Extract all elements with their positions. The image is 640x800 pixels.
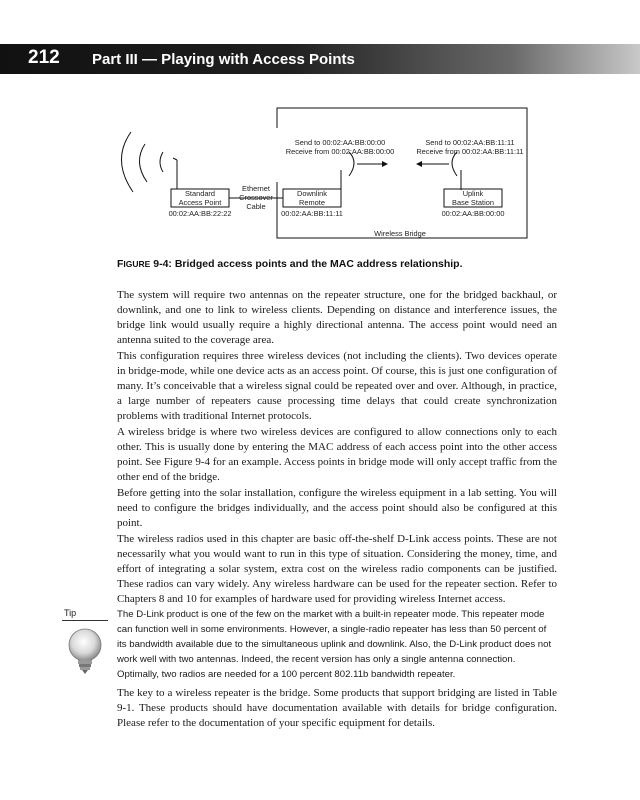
paragraph-1: The system will require two antennas on the repeater structure, one for the bridged backhaul, or downlink, and one to link to wireless clients. Depending on distance and interference issues, the bridge link would usually require a highly directional antenna. The access point would need an antenna suited to the coverage area. bbox=[117, 289, 557, 346]
remote-label-line1: Downlink bbox=[297, 189, 327, 198]
ap-label-line2: Access Point bbox=[178, 198, 222, 207]
radio-waves-icon bbox=[121, 132, 163, 192]
caption-prefix-rest: IGURE bbox=[123, 259, 151, 269]
remote-label-line2: Remote bbox=[299, 198, 325, 207]
cable-label-line1: Ethernet bbox=[242, 184, 270, 193]
receive-base-label: Receive from 00:02:AA:BB:11:11 bbox=[416, 147, 524, 156]
cable-label-line2: Crossover bbox=[239, 193, 273, 202]
paragraph-5: The wireless radios used in this chapter are basic off-the-shelf D-Link access points. These are not necessarily what you would want to run in this type of situation. Considering the money, time, and effort of integrating a solar system, extra cost on the wireless radio components can be justified. These radios can vary widely. Any wireless hardware can be used for the repeater section. Refer to Chapters 8 and 10 for examples of hardware used for providing wireless Internet access. bbox=[117, 533, 557, 605]
cable-label-line3: Cable bbox=[246, 202, 266, 211]
send-remote-label: Send to 00:02:AA:BB:00:00 bbox=[294, 138, 386, 147]
remote-mac: 00:02:AA:BB:11:11 bbox=[281, 209, 343, 218]
figure-9-4 bbox=[105, 100, 535, 250]
caption-prefix-cap: F bbox=[117, 258, 124, 270]
figure-caption bbox=[117, 258, 463, 270]
ap-label-line1: Standard bbox=[185, 189, 215, 198]
wireless-bridge-outline bbox=[277, 108, 527, 238]
receive-remote-label: Receive from 00:02:AA:BB:00:00 bbox=[285, 147, 395, 156]
caption-text: 9-4: Bridged access points and the MAC address relationship. bbox=[150, 258, 463, 270]
paragraph-6: The key to a wireless repeater is the bridge. Some products that support bridging are listed in Table 9-1. These products should have documentation available with details for bridge configuration. Please refer to the documentation of your specific equipment for details. bbox=[117, 687, 557, 729]
base-mac: 00:02:AA:BB:00:00 bbox=[441, 209, 505, 218]
send-base-label: Send to 00:02:AA:BB:11:11 bbox=[425, 138, 515, 147]
paragraph-4: Before getting into the solar installation, configure the wireless equipment in a lab setting. You will need to configure the bridges individually, and the access point should also be configured at this point. bbox=[117, 487, 557, 529]
tip-box bbox=[62, 607, 108, 683]
figure-diagram bbox=[105, 100, 535, 250]
tip-label: Tip bbox=[62, 607, 108, 621]
base-label-line2: Base Station bbox=[452, 198, 494, 207]
ap-mac: 00:02:AA:BB:22:22 bbox=[168, 209, 232, 218]
paragraph-2: This configuration requires three wireless devices (not including the clients). Two devices operate in bridge-mode, while one device acts as an access point. Of course, this is just one configuration of many. It’s conceivable that a wireless signal could be repeated over and over. Although, in practice, a large number of repeaters cause processing time delays that could create synchronization problems with traditional Internet protocols. bbox=[117, 350, 557, 422]
wireless-bridge-label: Wireless Bridge bbox=[374, 229, 426, 238]
part-title: Part III — Playing with Access Points bbox=[92, 51, 355, 68]
paragraph-3: A wireless bridge is where two wireless devices are configured to allow connections only to each other. This is usually done by entering the MAC address of each access point into the other access point. See Figure 9-4 for an example. Access points in bridge mode will only accept traffic from the other end of the bridge. bbox=[117, 426, 557, 483]
base-label-line1: Uplink bbox=[462, 189, 484, 198]
page-number: 212 bbox=[28, 47, 60, 68]
lightbulb-icon bbox=[62, 623, 108, 681]
tip-text: The D-Link product is one of the few on the market with a built-in repeater mode. This repeater mode can function well in some environments. However, a single-radio repeater has less than 50 percent of its bandwidth available due to the simultaneous uplink and downlink. Also, the D-Link product does not work well with two antennas. Indeed, the recent version has only a single antenna connection. Optimally, two radios are needed for a 100 percent 802.11b bandwidth repeater. bbox=[117, 609, 552, 680]
